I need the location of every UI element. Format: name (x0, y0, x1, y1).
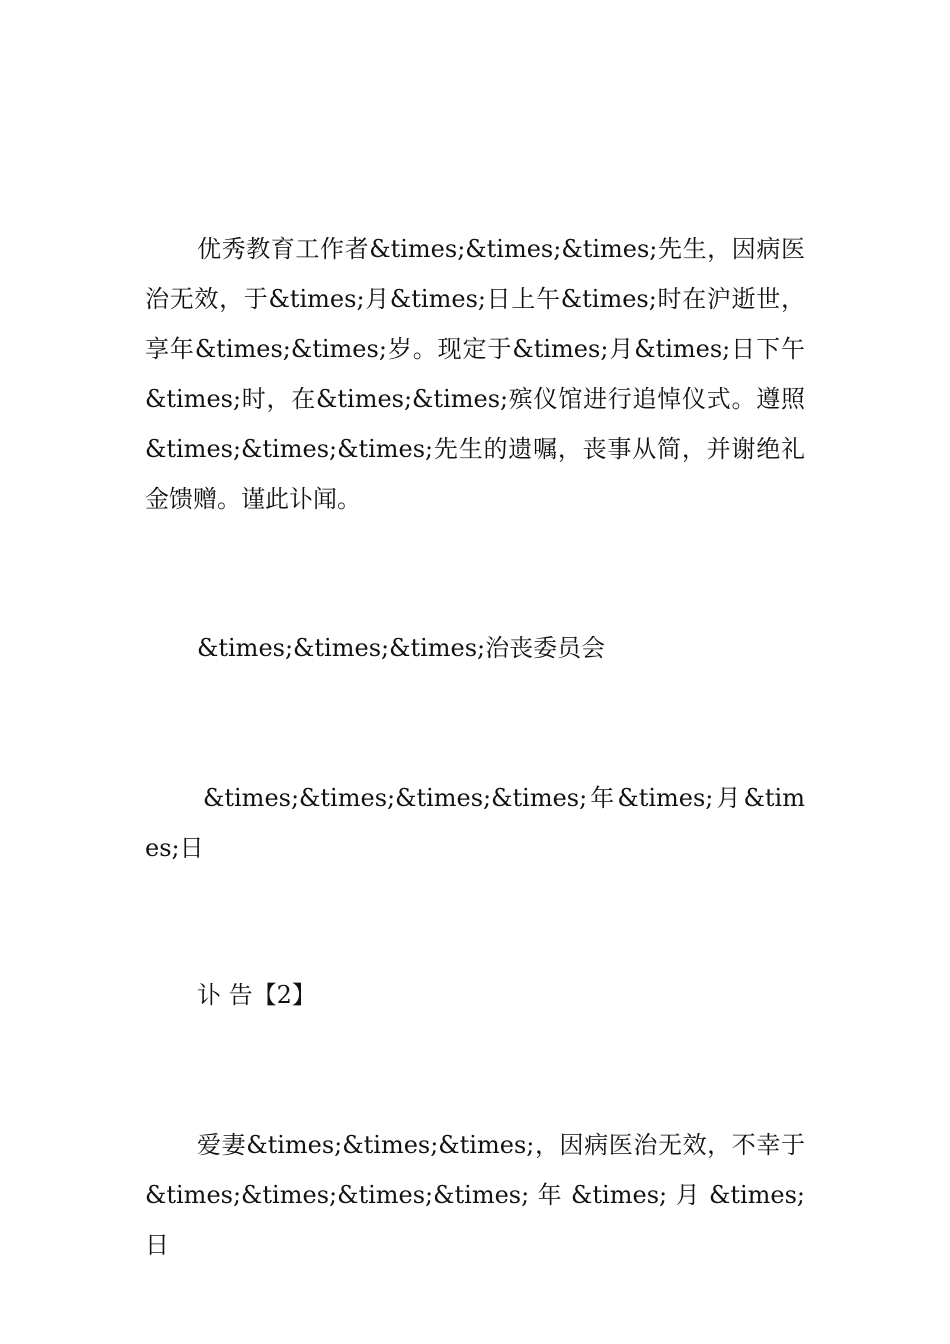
funeral-committee-signature: &times;&times;&times;治丧委员会 (197, 634, 606, 662)
obituary-paragraph-1: 优秀教育工作者&times;&times;&times;先生，因病医治无效，于&times;月&times;日上午&times;时在沪逝世，享年&times;&times;岁。现定于&times;月&times;日下午&times;时，在&times;&times;殡仪馆进行追悼仪式。遵照&times;&times;&times;先生的遗嘱，丧事从简，并谢绝礼金馈赠。谨此讣闻。 (145, 235, 805, 513)
section-heading: 讣 告【2】 (197, 981, 316, 1009)
date-line: &times;&times;&times;&times;年&times;月&times;日 (145, 784, 805, 862)
obituary-paragraph-2: 爱妻&times;&times;&times;，因病医治无效，不幸于&times;&times;&times;&times; 年 &times; 月 &times; 日 (145, 1131, 805, 1259)
